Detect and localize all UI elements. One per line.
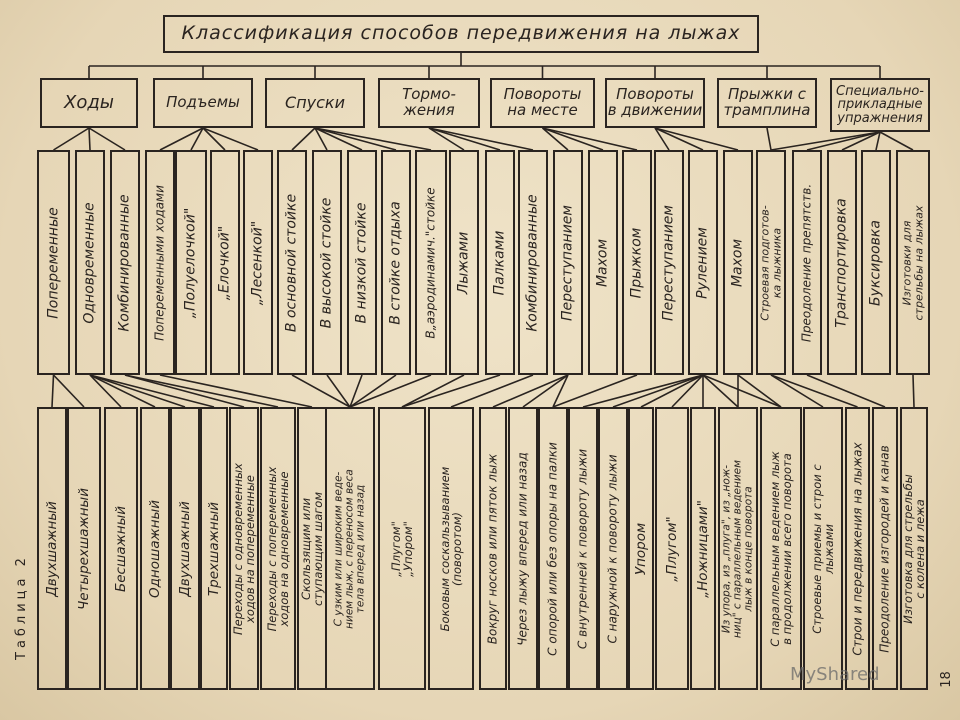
connector-line [315,128,431,150]
connector-line [292,128,315,150]
subtype-box-label: Переступанием [660,204,677,321]
category-box: Ходы [40,78,138,128]
method-box-label: Вокруг носков или пяток лыж [485,453,500,644]
method-box-label: Двухшажный [43,500,60,597]
method-box [260,407,296,690]
method-box [760,407,802,690]
subtype-box-label: Переступанием [559,204,576,321]
subtype-box-label: В основной стойке [283,193,300,332]
method-box-label: Боковым соскальзыванием (поворотом) [437,466,464,631]
subtype-box [210,150,240,375]
category-box: Тормо- жения [378,78,480,128]
method-box [170,407,200,690]
table-label: Таблица 2 [14,554,29,660]
subtype-box [312,150,342,375]
method-box-label: Из упора, из „плуга", из „нож- ниц" с параллельным ведением лыж в конце поворота [720,459,755,638]
subtype-box [792,150,822,375]
connector-line [90,375,185,407]
method-box-label: Упором [632,522,649,575]
method-box [140,407,170,690]
method-box-label: Преодоление изгородей и канав [877,444,892,653]
connector-line [771,132,880,150]
connector-line [54,375,85,407]
subtype-box [896,150,930,375]
connector-line [89,128,125,150]
method-box-label: Одношажный [146,499,163,598]
connector-line [54,128,90,150]
connector-line [543,128,638,150]
diagram-title [163,15,759,53]
subtype-box [37,150,70,375]
subtype-box-label: Палками [491,230,508,295]
method-box [655,407,689,690]
method-box-label: С опорой или без опоры на палки [545,441,560,656]
connector-line [90,375,214,407]
connector-line [125,375,278,407]
page-number: 18 [938,671,954,688]
method-box-label: Двухшажный [176,500,193,597]
method-box [428,407,474,690]
connector-line [767,128,771,150]
subtype-box [381,150,411,375]
method-box [628,407,654,690]
subtype-box-label: Комбинированные [524,193,541,332]
method-box [568,407,598,690]
method-box [229,407,259,690]
method-box [803,407,843,690]
subtype-box [243,150,273,375]
method-box-label: Переходы с одновременных ходов на попеременные [230,462,257,635]
method-box [200,407,228,690]
method-box [690,407,716,690]
subtype-box [110,150,140,375]
subtype-box-label: Транспортировка [833,197,850,328]
connector-line [880,132,913,150]
method-box-label: Изготовка для стрельбы с колена и лежа [900,473,927,624]
category-box: Подъемы [153,78,253,128]
connector-line [543,128,604,150]
title-text: Классификация способов передвижения на лыжах [181,22,741,45]
method-box-label: Трехшажный [205,501,222,596]
subtype-box-label: В низкой стойке [353,202,370,323]
subtype-box-label: „Лесенкой" [249,220,266,305]
subtype-box-label: Махом [594,238,611,287]
method-box [325,407,375,690]
method-box-label: „Плугом" „Упором" [388,520,415,577]
method-box-label: „Плугом" [663,515,680,582]
method-box [508,407,538,690]
method-box-label: „Ножницами" [694,499,711,598]
method-box [718,407,758,690]
subtype-box-label: Попеременные [45,206,62,319]
connector-line [327,375,350,407]
connector-line [807,132,880,150]
method-box-label: С параллельным ведением лыж в продолжении всего поворота [767,450,794,647]
method-box [378,407,426,690]
method-box-label: Строевые приемы и строи с лыжами [809,463,836,634]
method-box [297,407,327,690]
connector-line [203,128,258,150]
connector-line [89,128,90,150]
subtype-box [553,150,583,375]
category-box: Прыжки с трамплина [717,78,817,128]
subtype-box [485,150,515,375]
method-box [479,407,507,690]
method-box-label: Бесшажный [112,505,129,592]
connector-line [52,375,54,407]
subtype-box-label: Махом [729,238,746,287]
method-box [104,407,138,690]
subtype-box-label: Одновременные [81,201,98,324]
method-box-label: Строи и передвижения на лыжах [850,441,865,656]
connector-line [429,128,533,150]
category-box: Повороты на месте [490,78,595,128]
category-box: Специально- прикладные упражнения [830,78,930,132]
subtype-box [145,150,175,375]
method-box [900,407,928,690]
subtype-box-label: Рулением [694,226,711,299]
subtype-box-label: Лыжами [455,231,472,294]
subtype-box [827,150,857,375]
subtype-box [622,150,652,375]
connector-line [876,132,880,150]
connector-line [641,375,703,407]
method-box [538,407,568,690]
subtype-box-label: Изготовки для стрельбы на лыжах [900,205,925,320]
subtype-box [756,150,786,375]
subtype-box [861,150,891,375]
connector-line [203,128,225,150]
subtype-box-label: В„аэродинамич."стойке [423,186,438,339]
subtype-box-label: Попеременными ходами [152,184,167,341]
subtype-box [175,150,207,375]
subtype-box [75,150,105,375]
connector-line [292,375,350,407]
category-box: Спуски [265,78,365,128]
subtype-box-label: Прыжком [628,227,645,298]
subtype-box [277,150,307,375]
subtype-box-label: В стойке отдыха [387,200,404,325]
subtype-box [654,150,684,375]
subtype-box [518,150,548,375]
method-box [872,407,898,690]
connector-line [583,375,703,407]
method-box-label: С наружной к повороту лыжи [605,453,620,644]
connector-line [451,375,533,407]
method-box-label: Переходы с попеременных ходов на одновременные [264,466,291,631]
subtype-box-label: Строевая подготов- ка лыжника [758,204,783,321]
method-box-label: Скользящим или ступающим шагом [298,491,325,606]
method-box-label: Через лыжу вперед или назад [515,451,530,646]
subtype-box-label: Комбинированные [116,193,133,332]
connector-line [703,375,781,407]
subtype-box [415,150,447,375]
subtype-box [688,150,718,375]
method-box [845,407,870,690]
connector-line [402,375,464,407]
connector-line [913,375,914,407]
subtype-box-label: Преодоление препятств. [799,183,814,342]
subtype-box-label: В высокой стойке [318,197,335,328]
method-box-label: С внутренней к повороту лыжи [575,448,590,649]
subtype-box [347,150,377,375]
connector-line [429,128,500,150]
method-box-label: Четырехшажный [75,487,92,610]
subtype-box [588,150,618,375]
category-box: Повороты в движении [605,78,705,128]
method-box-label: С узким или широким веде- нием лыж, с переносом веса тела вперед или назад [332,468,367,629]
subtype-box-label: „Елочкой" [216,225,233,300]
method-box [37,407,67,690]
method-box [67,407,101,690]
method-box [598,407,628,690]
subtype-box-label: „Полуелочкой" [182,207,199,318]
connector-line [738,375,781,407]
connector-line [703,375,738,407]
subtype-box [449,150,479,375]
subtype-box [723,150,753,375]
watermark: MyShared [790,664,880,685]
subtype-box-label: Буксировка [867,219,884,306]
